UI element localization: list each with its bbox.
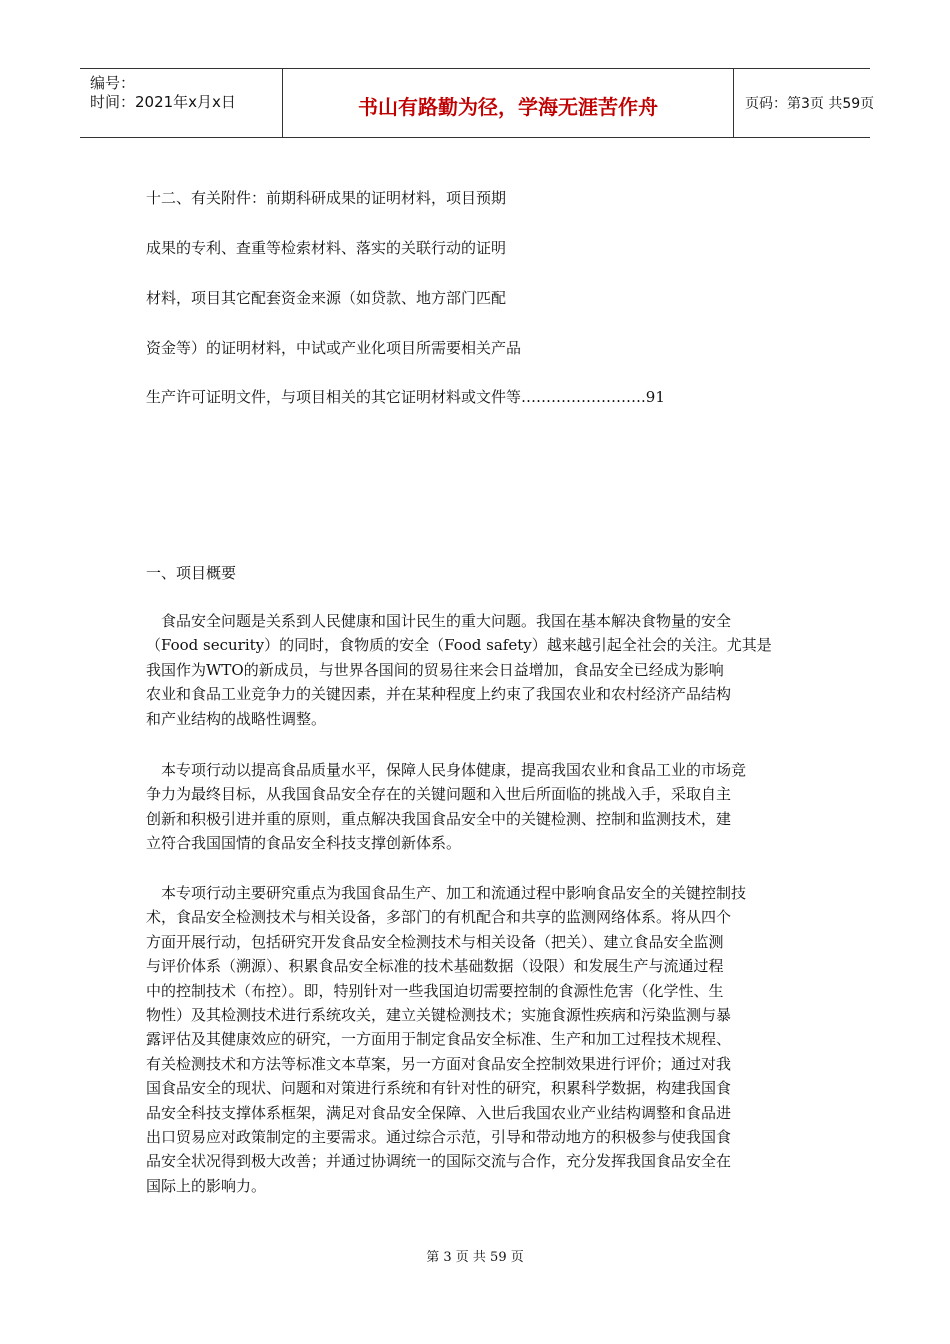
toc-line: 材料，项目其它配套资金来源（如贷款、地方部门匹配 — [146, 289, 507, 307]
document-number-label: 编号： — [90, 74, 136, 92]
paragraph-line: 出口贸易应对政策制定的主要需求。通过综合示范，引导和带动地方的积极参与使我国食 — [146, 1128, 732, 1147]
paragraph-line: 品安全状况得到极大改善；并通过协调统一的国际交流与合作，充分发挥我国食品安全在 — [146, 1152, 732, 1171]
toc-line: 成果的专利、查重等检索材料、落实的关联行动的证明 — [146, 239, 507, 257]
paragraph-line: 品安全科技支撑体系框架，满足对食品安全保障、入世后我国农业产业结构调整和食品进 — [146, 1103, 732, 1122]
paragraph-line: 和产业结构的战略性调整。 — [146, 709, 327, 728]
paragraph-line: 农业和食品工业竞争力的关键因素，并在某种程度上约束了我国农业和农村经济产品结构 — [146, 685, 732, 704]
page-header — [80, 68, 875, 138]
paragraph-line: 露评估及其健康效应的研究，一方面用于制定食品安全标准、生产和加工过程技术规程、 — [146, 1030, 732, 1049]
paragraph-line: 立符合我国国情的食品安全科技支撑创新体系。 — [146, 834, 462, 853]
header-left-cell — [80, 69, 280, 137]
paragraph-1 — [146, 609, 808, 731]
paragraph-line: 国食品安全的现状、问题和对策进行系统和有针对性的研究，积累科学数据，构建我国食 — [146, 1079, 732, 1098]
paragraph-line: 争力为最终目标，从我国食品安全存在的关键问题和入世后所面临的挑战入手，采取自主 — [146, 785, 732, 804]
toc-line: 资金等）的证明材料，中试或产业化项目所需要相关产品 — [146, 339, 522, 357]
header-page-code: 页码：第3页 共59页 — [745, 96, 875, 112]
paragraph-line: 食品安全问题是关系到人民健康和国计民生的重大问题。我国在基本解决食物量的安全 — [146, 612, 732, 630]
toc-line: 生产许可证明文件，与项目相关的其它证明材料或文件等…………………….91 — [146, 388, 665, 406]
paragraph-line: 国际上的影响力。 — [146, 1176, 267, 1195]
toc-line: 十二、有关附件：前期科研成果的证明材料，项目预期 — [146, 189, 507, 207]
paragraph-3 — [146, 881, 808, 1198]
header-page-cell — [733, 69, 875, 137]
paragraph-2 — [146, 758, 808, 856]
paragraph-line: 术，食品安全检测技术与相关设备，多部门的有机配合和共享的监测网络体系。将从四个 — [146, 908, 732, 927]
header-motto-cell — [282, 69, 734, 137]
header-motto: 书山有路勤为径，学海无涯苦作舟 — [358, 95, 658, 119]
paragraph-line: 中的控制技术（布控）。即，特别针对一些我国迫切需要控制的食源性危害（化学性、生 — [146, 981, 724, 1000]
paragraph-line: 创新和积极引进并重的原则，重点解决我国食品安全中的关键检测、控制和监测技术，建 — [146, 809, 732, 828]
paragraph-line: 与评价体系（溯源）、积累食品安全标准的技术基础数据（设限）和发展生产与流通过程 — [146, 957, 724, 976]
paragraph-line: 本专项行动以提高食品质量水平，保障人民身体健康，提高我国农业和食品工业的市场竞 — [146, 761, 747, 779]
page-footer: 第 3 页 共 59 页 — [426, 1250, 524, 1265]
paragraph-line: 本专项行动主要研究重点为我国食品生产、加工和流通过程中影响食品安全的关键控制技 — [146, 884, 747, 902]
paragraph-line: 有关检测技术和方法等标准文本草案，另一方面对食品安全控制效果进行评价；通过对我 — [146, 1054, 732, 1073]
paragraph-line: （Food security）的同时，食物质的安全（Food safety）越来越引起全社会的关注。尤其是 — [146, 636, 772, 655]
paragraph-line: 我国作为WTO的新成员，与世界各国间的贸易往来会日益增加，食品安全已经成为影响 — [146, 660, 724, 679]
paragraph-line: 物性）及其检测技术进行系统攻关，建立关键检测技术；实施食源性疾病和污染监测与暴 — [146, 1006, 732, 1025]
section-title: 一、项目概要 — [146, 564, 237, 582]
paragraph-line: 方面开展行动，包括研究开发食品安全检测技术与相关设备（把关）、建立食品安全监测 — [146, 932, 724, 951]
document-date: 时间：2021年x月x日 — [90, 93, 236, 111]
